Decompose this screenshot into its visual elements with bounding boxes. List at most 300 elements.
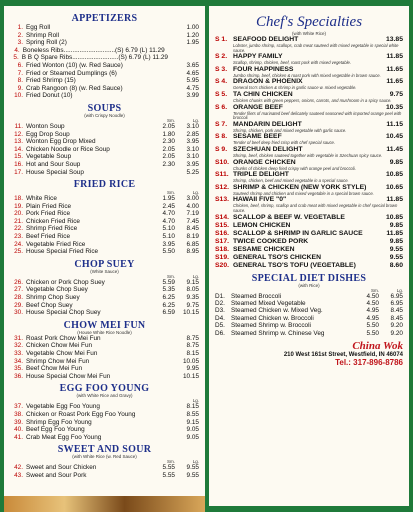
- item-name: Vegetable Fried Rice: [26, 240, 86, 248]
- item-name: Sweet and Sour Pork: [26, 471, 87, 479]
- special-name: LEMON CHICKEN: [233, 221, 291, 229]
- item-name: Vegetable Soup: [26, 153, 72, 161]
- price-small: [153, 411, 175, 419]
- price-large: 1.95: [186, 39, 199, 47]
- section-title: APPETIZERS: [71, 13, 138, 24]
- item-name: Fried or Steamed Dumplings (6): [26, 69, 117, 77]
- special-name: GENERAL TSO'S CHICKEN: [233, 253, 321, 261]
- item-number: 27.: [14, 286, 23, 294]
- price-small: 4.95: [366, 307, 379, 315]
- diet-item: [215, 322, 403, 329]
- size-large-label: Lg.: [396, 287, 403, 293]
- special-price: 11.85: [386, 53, 403, 61]
- diet-subtitle: (with Rice): [298, 282, 320, 288]
- size-large-label: Lg.: [192, 190, 199, 196]
- price-large: 9.55: [186, 464, 199, 472]
- price-large: 5.25: [186, 168, 199, 176]
- section-title: FRIED RICE: [73, 179, 136, 191]
- item-name: House Special Chow Mei Fun: [26, 372, 111, 380]
- item-name: Crab Meat Egg Foo Young: [26, 433, 102, 441]
- price-large: 8.55: [186, 410, 199, 418]
- item-name: Sweet and Sour Chicken: [26, 464, 97, 472]
- price-small: [153, 358, 175, 366]
- price-large: 8.75: [186, 334, 199, 342]
- special-item: [215, 230, 403, 238]
- item-name: Vegetable Chop Suey: [26, 286, 88, 294]
- special-code: S11.: [215, 171, 229, 179]
- price-large: 9.75: [186, 301, 199, 309]
- price-small: 2.05: [162, 153, 175, 161]
- section-note: (House White Rice Noodle): [77, 329, 132, 335]
- price-large: 6.95: [390, 292, 403, 300]
- special-description: Jumbo shrimp, beef, chicken & roast pork with mixed vegetable in brown sauce.: [233, 72, 381, 78]
- price-large: 9.15: [186, 278, 199, 286]
- item-number: 19.: [14, 202, 23, 210]
- size-small-label: Sm.: [370, 287, 379, 293]
- special-code: S12.: [215, 183, 229, 191]
- diet-name: Steamed Chicken w. Broccoli: [231, 314, 314, 322]
- menu-item: [10, 92, 199, 100]
- item-number: 34.: [14, 357, 23, 365]
- price-large: [181, 47, 199, 55]
- special-price: 11.15: [386, 120, 403, 128]
- section-title: SOUPS: [87, 102, 122, 114]
- price-small: 6.25: [162, 294, 175, 302]
- special-description: Tender of beef deep fried crisp with chef special sauce.: [233, 140, 336, 146]
- item-number: 26.: [14, 278, 23, 286]
- special-name: TRIPLE DELIGHT: [233, 171, 289, 179]
- special-item: [215, 214, 403, 222]
- size-large-label: Lg.: [192, 273, 199, 279]
- item-name: Fried Shrimp (15): [26, 77, 76, 85]
- item-name: Chicken or Pork Chop Suey: [26, 278, 105, 286]
- item-name: Wonton Soup: [26, 122, 65, 130]
- menu-item: [10, 335, 199, 343]
- item-number: 16.: [14, 160, 23, 168]
- price-small: [153, 62, 175, 70]
- price-large: 9.15: [186, 418, 199, 426]
- item-number: 20.: [14, 210, 23, 218]
- price-large: 10.15: [183, 309, 199, 317]
- price-small: [153, 32, 175, 40]
- diet-name: Steamed Chicken w. Mixed Veg.: [231, 307, 323, 315]
- price-large: 7.45: [186, 217, 199, 225]
- item-name: Beef Fried Rice: [26, 233, 71, 241]
- price-large: 8.95: [186, 248, 199, 256]
- section-note: (White Sauce): [90, 268, 119, 274]
- price-large: 4.65: [186, 69, 199, 77]
- item-name: Wonton Egg Drop Mixed: [26, 138, 96, 146]
- price-small: 5.35: [162, 286, 175, 294]
- special-code: S10.: [215, 158, 229, 166]
- special-description: Tender filets of marinated beef delicately sauteed seasoned with imported orange peel with broccoli.: [233, 110, 402, 121]
- special-name: SZECHUAN DELIGHT: [233, 145, 303, 153]
- price-large: [183, 54, 199, 62]
- menu-item: [10, 195, 199, 203]
- price-large: 8.45: [186, 225, 199, 233]
- price-large: 1.20: [186, 31, 199, 39]
- menu-item: [10, 62, 199, 70]
- diet-name: Steamed Shrimp w. Chinese Veg: [231, 329, 325, 337]
- item-number: 38.: [14, 410, 23, 418]
- item-number: 17.: [14, 168, 23, 176]
- special-name: SHRIMP & CHICKEN (NEW YORK STYLE): [233, 183, 367, 191]
- price-small: [153, 70, 175, 78]
- price-large: 8.45: [390, 307, 403, 315]
- price-large: 9.05: [186, 433, 199, 441]
- menu-item: [10, 70, 199, 78]
- special-code: S 7.: [215, 120, 228, 128]
- special-price: 10.35: [385, 103, 403, 111]
- item-number: 15.: [14, 153, 23, 161]
- item-number: 36.: [14, 372, 23, 380]
- price-small: [168, 54, 183, 62]
- price-large: 3.10: [186, 145, 199, 153]
- special-code: S 3.: [215, 65, 228, 73]
- special-code: S 1.: [215, 36, 228, 43]
- section-note: (with White Rice and Gravy): [76, 393, 133, 399]
- price-small: 1.95: [162, 195, 175, 203]
- item-name: Chicken or Roast Pork Egg Foo Young: [26, 410, 136, 418]
- menu-item: [10, 403, 199, 411]
- diet-code: D3.: [215, 307, 225, 315]
- special-item: [215, 262, 403, 270]
- price-small: 5.50: [366, 322, 379, 330]
- special-price: 11.85: [386, 196, 403, 204]
- diet-item: [215, 300, 403, 307]
- special-name: HAWAII FIVE "0": [233, 196, 287, 204]
- price-small: 4.70: [162, 217, 175, 225]
- special-name: GENERAL TSO'S TOFU (VEGETABLE): [233, 261, 356, 269]
- diet-code: D5.: [215, 322, 225, 330]
- special-name: ORANGE CHICKEN: [233, 158, 296, 166]
- price-large: 3.00: [186, 195, 199, 203]
- diet-name: Steamed Broccoli: [231, 292, 282, 300]
- item-name: Boneless Ribs.............................(S) 6.79 (L) 11.29: [22, 46, 165, 54]
- menu-item: [10, 434, 199, 442]
- item-name: Pork Fried Rice: [26, 210, 71, 218]
- menu-item: [10, 146, 199, 154]
- special-code: S17.: [215, 237, 229, 245]
- section-title: CHOW MEI FUN: [63, 319, 146, 331]
- price-large: 4.00: [186, 202, 199, 210]
- price-small: 5.50: [162, 248, 175, 256]
- item-number: 9.: [17, 84, 23, 92]
- menu-item: [10, 218, 199, 226]
- special-price: 9.75: [389, 90, 403, 98]
- diet-item: [215, 307, 403, 314]
- special-price: 11.85: [386, 229, 403, 237]
- price-small: [153, 39, 175, 47]
- price-small: 5.10: [162, 233, 175, 241]
- special-code: S16.: [215, 229, 229, 237]
- diet-item: [215, 330, 403, 337]
- special-description: Shrimp, chicken, beef and mixed vegetable in a special sauce.: [233, 178, 349, 184]
- special-name: DRAGON & PHOENIX: [233, 78, 303, 86]
- price-small: [153, 335, 175, 343]
- item-name: Vegetable Chow Mei Fun: [26, 350, 98, 357]
- item-number: 5.: [13, 54, 19, 62]
- special-code: S13.: [215, 196, 229, 204]
- price-small: 2.45: [162, 202, 175, 210]
- price-large: 8.45: [390, 314, 403, 322]
- price-large: 2.85: [186, 130, 199, 138]
- item-number: 6.: [17, 61, 23, 69]
- price-large: 6.95: [390, 299, 403, 307]
- price-large: 9.20: [390, 322, 403, 330]
- special-item: [215, 222, 403, 230]
- special-price: 8.60: [389, 261, 403, 269]
- menu-item: [10, 131, 199, 139]
- item-name: B B Q Spare Ribs..........................(S) 6.79 (L) 11.29: [21, 54, 168, 62]
- price-large: 9.55: [186, 471, 199, 479]
- menu-item: [10, 342, 199, 350]
- menu-item: [10, 47, 199, 55]
- diet-title: SPECIAL DIET DISHES: [251, 272, 367, 284]
- size-small-label: Sm.: [166, 273, 175, 279]
- section-note: (with Crispy Noodle): [84, 112, 125, 118]
- item-name: Crab Rangoon (8) (w. Red Sauce): [26, 84, 123, 92]
- size-small-label: Sm.: [166, 117, 175, 123]
- item-name: Shrimp Chop Suey: [26, 294, 80, 302]
- menu-item: [10, 411, 199, 419]
- item-number: 1.: [17, 24, 23, 31]
- special-item: [215, 254, 403, 262]
- chef-title: Chef's Specialties: [255, 14, 363, 30]
- special-code: S20.: [215, 261, 229, 269]
- price-small: 5.55: [162, 464, 175, 472]
- menu-item: [10, 373, 199, 381]
- price-small: [153, 92, 175, 100]
- menu-item: [10, 279, 199, 287]
- price-small: 4.70: [162, 210, 175, 218]
- menu-item: [10, 426, 199, 434]
- item-number: 33.: [14, 350, 23, 357]
- price-large: 10.05: [183, 357, 199, 365]
- menu-item: [10, 350, 199, 358]
- special-name: SCALLOP & BEEF W. VEGETABLE: [233, 213, 345, 221]
- special-name: MANDARIN DELIGHT: [233, 120, 302, 128]
- size-small-label: Sm.: [166, 190, 175, 196]
- price-large: 8.15: [186, 350, 199, 357]
- price-large: 8.15: [186, 403, 199, 411]
- price-small: [153, 169, 175, 177]
- price-large: 3.95: [186, 160, 199, 168]
- left-column: [4, 6, 205, 506]
- item-number: 8.: [17, 77, 23, 85]
- price-large: 3.10: [186, 122, 199, 130]
- price-large: 1.00: [186, 24, 199, 31]
- restaurant-address: 210 West 161st Street, Westfield, IN 46074: [283, 351, 403, 358]
- section-title: SWEET AND SOUR: [57, 444, 152, 456]
- price-small: [153, 77, 175, 85]
- special-item: [215, 246, 403, 254]
- price-small: [153, 350, 175, 358]
- menu-item: [10, 203, 199, 211]
- item-name: Vegetable Egg Foo Young: [26, 403, 100, 411]
- diet-name: Steamed Mixed Vegetable: [231, 299, 306, 307]
- special-name: SESAME CHICKEN: [233, 245, 295, 253]
- price-small: [153, 419, 175, 427]
- price-large: 3.65: [186, 61, 199, 69]
- price-large: 3.99: [186, 92, 199, 100]
- menu-item: [10, 32, 199, 40]
- item-name: Shrimp Roll: [26, 31, 60, 39]
- price-small: 4.50: [366, 292, 379, 300]
- menu-item: [10, 85, 199, 93]
- special-name: SESAME BEEF: [233, 133, 282, 141]
- menu-item: [10, 39, 199, 47]
- section-title: CHOP SUEY: [74, 258, 135, 270]
- item-number: 25.: [14, 248, 23, 256]
- special-name: FOUR HAPPINESS: [233, 65, 294, 73]
- special-name: TWICE COOKED PORK: [233, 237, 309, 245]
- item-name: Fried Donut (10): [26, 92, 73, 100]
- price-small: [153, 426, 175, 434]
- special-name: TA CHIN CHICKEN: [233, 90, 293, 98]
- item-name: Beef Chow Mei Fun: [26, 365, 83, 373]
- price-large: 9.05: [186, 426, 199, 434]
- item-number: 7.: [17, 69, 23, 77]
- price-large: 9.20: [390, 329, 403, 337]
- item-name: Shrimp Fried Rice: [26, 225, 78, 233]
- special-price: 9.85: [389, 158, 403, 166]
- menu-item: [10, 464, 199, 472]
- special-description: Shrimp, chicken, pork and mixed vegetable with garlic sauce.: [233, 127, 347, 133]
- price-small: 2.05: [162, 122, 175, 130]
- menu-item: [10, 472, 199, 480]
- item-number: 14.: [14, 145, 23, 153]
- menu-item: [10, 309, 199, 317]
- diet-name: Steamed Shrimp w. Broccoli: [231, 322, 311, 330]
- item-name: Hot and Sour Soup: [26, 160, 81, 168]
- size-large-label: Lg.: [192, 398, 199, 404]
- menu-item: [10, 302, 199, 310]
- price-small: [153, 373, 175, 381]
- special-price: 9.85: [389, 237, 403, 245]
- special-name: SCALLOP & SHRIMP IN GARLIC SAUCE: [233, 229, 363, 237]
- price-small: [153, 24, 175, 32]
- item-name: Egg Drop Soup: [26, 130, 70, 138]
- right-column: [209, 6, 409, 506]
- price-small: 5.59: [162, 278, 175, 286]
- item-name: Spring Roll (2): [26, 39, 67, 47]
- special-price: 11.65: [386, 78, 403, 86]
- special-code: S19.: [215, 253, 229, 261]
- special-price: 10.45: [385, 133, 403, 141]
- special-price: 9.85: [389, 221, 403, 229]
- item-name: Beef Egg Foo Young: [26, 426, 85, 434]
- item-name: Plain Fried Rice: [26, 202, 72, 210]
- price-small: 5.50: [366, 329, 379, 337]
- price-small: 5.10: [162, 225, 175, 233]
- price-large: 9.95: [186, 365, 199, 373]
- price-large: 4.75: [186, 84, 199, 92]
- special-price: 10.85: [385, 171, 403, 179]
- special-code: S 8.: [215, 133, 228, 141]
- price-small: [153, 365, 175, 373]
- diet-code: D1.: [215, 292, 225, 300]
- special-description: Shrimp, beef, chicken sauteed together with vegetable in Szechuan spicy sauce.: [233, 152, 383, 158]
- price-large: 3.95: [186, 138, 199, 146]
- menu-item: [10, 358, 199, 366]
- item-number: 28.: [14, 294, 23, 302]
- menu-item: [10, 54, 199, 62]
- menu-item: [10, 169, 199, 177]
- menu-item: [10, 241, 199, 249]
- chef-subtitle: (with White Rice): [291, 31, 326, 36]
- price-small: [153, 342, 175, 350]
- size-large-label: Lg.: [192, 117, 199, 123]
- special-price: 9.55: [389, 245, 403, 253]
- item-number: 21.: [14, 217, 23, 225]
- price-small: 4.95: [366, 314, 379, 322]
- item-name: House Special Soup: [26, 168, 84, 176]
- price-small: [165, 47, 181, 55]
- price-small: [153, 85, 175, 93]
- item-number: 2.: [17, 31, 23, 39]
- price-small: 6.25: [162, 301, 175, 309]
- menu-item: [10, 233, 199, 241]
- item-name: Egg Roll: [26, 24, 51, 31]
- price-large: 6.85: [186, 240, 199, 248]
- price-small: [153, 434, 175, 442]
- price-large: 8.05: [186, 286, 199, 294]
- item-number: 13.: [14, 138, 23, 146]
- item-number: 39.: [14, 418, 23, 426]
- item-number: 31.: [14, 334, 23, 342]
- menu-item: [10, 77, 199, 85]
- item-number: 37.: [14, 403, 23, 411]
- item-number: 35.: [14, 365, 23, 373]
- item-number: 23.: [14, 233, 23, 241]
- menu-item: [10, 210, 199, 218]
- price-small: 2.30: [162, 160, 175, 168]
- item-name: Chicken Fried Rice: [26, 217, 80, 225]
- special-price: 10.65: [385, 183, 403, 191]
- price-large: 10.15: [183, 372, 199, 380]
- special-description: Sauteed shrimp and chicken and mixed vegetable in a special brown sauce.: [233, 190, 374, 196]
- price-large: 8.19: [186, 233, 199, 241]
- section-note: (with White Rice (w. Red Sauce): [72, 454, 137, 460]
- price-large: 7.19: [186, 210, 199, 218]
- restaurant-logo: China Wok: [352, 339, 403, 352]
- price-large: 8.75: [186, 342, 199, 350]
- item-number: 32.: [14, 342, 23, 350]
- item-number: 40.: [14, 426, 23, 434]
- food-photo: [4, 496, 205, 512]
- item-number: 11.: [14, 122, 23, 130]
- menu-item: [10, 294, 199, 302]
- menu-item: [10, 286, 199, 294]
- price-small: 4.50: [366, 299, 379, 307]
- menu-item: [10, 248, 199, 256]
- item-name: House Special Fried Rice: [26, 248, 99, 256]
- item-number: 24.: [14, 240, 23, 248]
- menu-item: [10, 161, 199, 169]
- special-price: 11.45: [386, 145, 403, 153]
- item-name: Beef Chop Suey: [26, 301, 73, 309]
- price-small: 1.80: [162, 130, 175, 138]
- special-code: S14.: [215, 213, 229, 221]
- menu-item: [10, 153, 199, 161]
- special-description: Scallop, shrimp, chicken, beef, roast pork with mixed vegetable.: [233, 60, 352, 66]
- special-description: General tso's chicken & shrimp in garlic sauce w. mixed vegetable.: [233, 85, 357, 91]
- special-name: SEAFOOD DELIGHT: [233, 36, 299, 43]
- special-description: Chicken chunks with green peppers, onions, carrots, and mushroom in a spicy sauce.: [233, 97, 392, 103]
- special-name: HAPPY FAMILY: [233, 53, 283, 61]
- item-number: 10.: [14, 92, 23, 100]
